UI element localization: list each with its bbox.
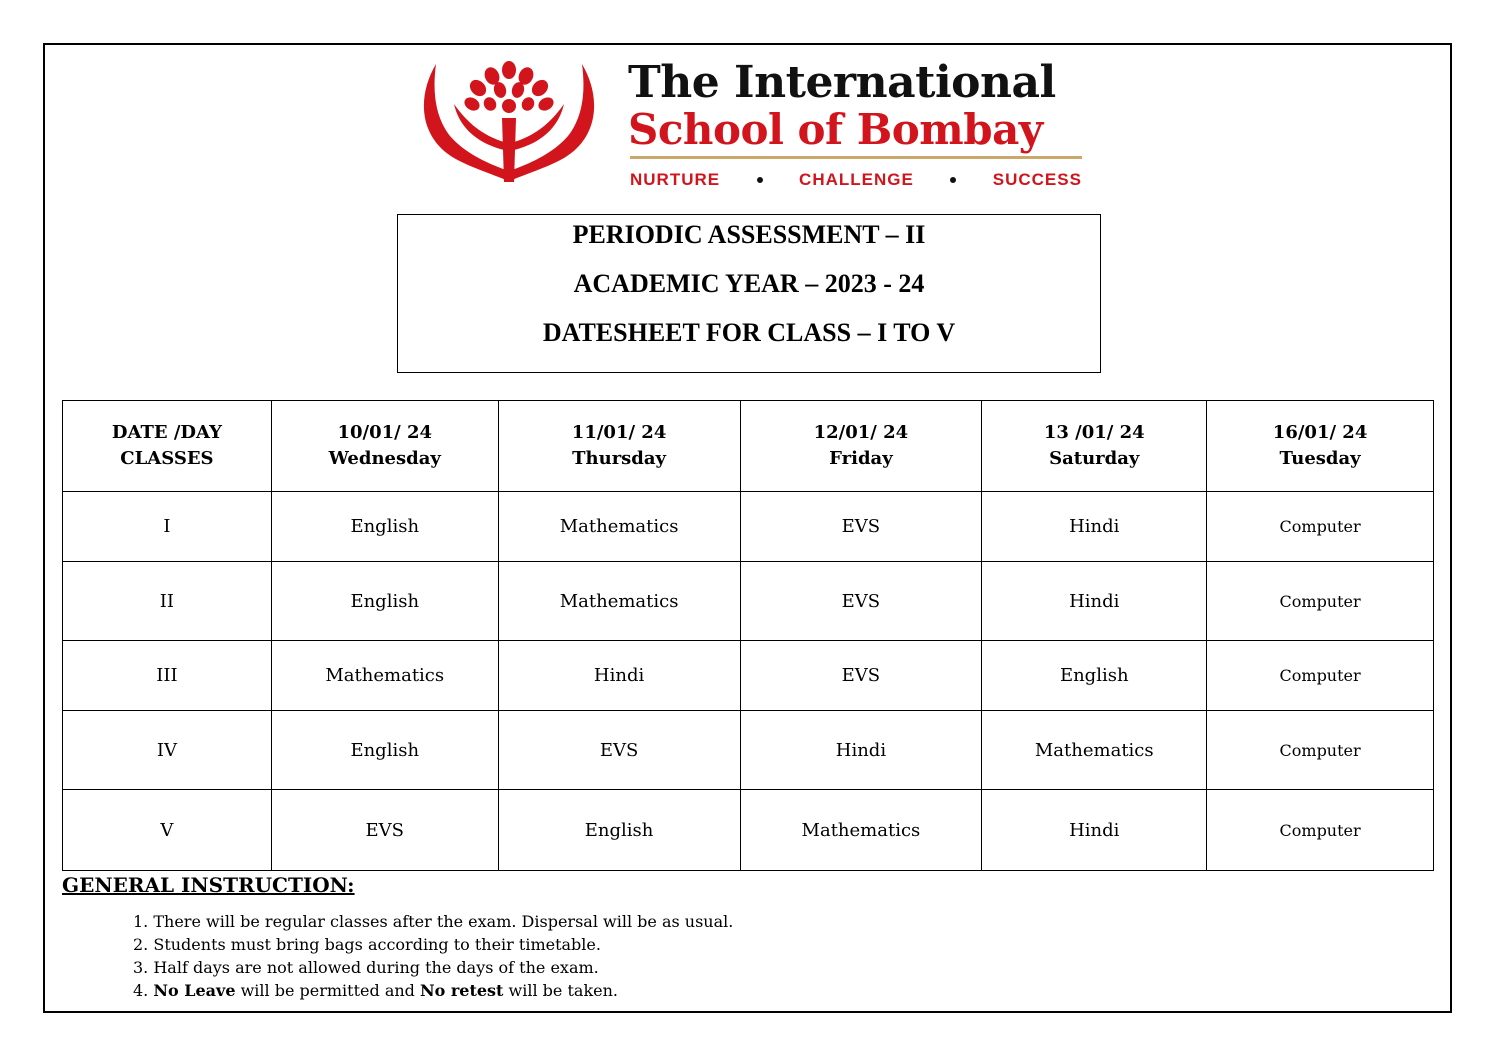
subject-cell: Mathematics [498, 492, 740, 562]
corner-label-classes: CLASSES [120, 448, 214, 469]
column-day: Saturday [1049, 448, 1140, 469]
corner-header [63, 401, 272, 492]
subject-cell: Hindi [982, 562, 1207, 641]
instruction-item [133, 979, 733, 1002]
column-header [498, 401, 740, 492]
subject-cell: Hindi [740, 711, 982, 790]
bullet-icon [757, 177, 763, 183]
assessment-title: PERIODIC ASSESSMENT – II [572, 220, 926, 249]
column-day: Wednesday [328, 448, 441, 469]
subject-cell: Mathematics [271, 641, 498, 711]
instruction-text: will be permitted and [235, 981, 420, 1000]
subject-cell: English [271, 562, 498, 641]
subject-cell: Mathematics [982, 711, 1207, 790]
instructions-list [133, 910, 733, 1002]
brand-tagline [630, 170, 1082, 190]
brand-divider [630, 156, 1082, 159]
column-header [271, 401, 498, 492]
column-header [740, 401, 982, 492]
column-day: Tuesday [1279, 448, 1361, 469]
column-date: 10/01/ 24 [337, 422, 433, 443]
subject-cell: Mathematics [498, 562, 740, 641]
brand-name-line2: School of Bombay [628, 105, 1043, 154]
tagline-word: SUCCESS [992, 170, 1082, 189]
instruction-item: 2. Students must bring bags according to their timetable. [133, 935, 601, 954]
instruction-item: 1. There will be regular classes after the exam. Dispersal will be as usual. [133, 912, 734, 931]
column-date: 11/01/ 24 [571, 422, 667, 443]
academic-year: ACADEMIC YEAR – 2023 - 24 [573, 269, 925, 298]
column-date: 12/01/ 24 [813, 422, 909, 443]
corner-label-date-day: DATE /DAY [111, 422, 222, 443]
subject-cell: EVS [740, 641, 982, 711]
subject-cell: Computer [1207, 790, 1434, 871]
column-date: 16/01/ 24 [1272, 422, 1368, 443]
table-row [63, 711, 1434, 790]
subject-cell: Computer [1207, 562, 1434, 641]
subject-cell: Computer [1207, 711, 1434, 790]
table-header-row [63, 401, 1434, 492]
class-cell: V [63, 790, 272, 871]
subject-cell: Hindi [982, 790, 1207, 871]
subject-cell: EVS [498, 711, 740, 790]
tagline-word: NURTURE [630, 170, 721, 189]
instruction-text: will be taken. [503, 981, 618, 1000]
table-row [63, 790, 1434, 871]
school-logo [414, 58, 1094, 198]
column-date: 13 /01/ 24 [1043, 422, 1145, 443]
table-row [63, 641, 1434, 711]
subject-cell: English [271, 711, 498, 790]
column-header [1207, 401, 1434, 492]
subject-cell: English [271, 492, 498, 562]
table-row [63, 492, 1434, 562]
instructions-heading: GENERAL INSTRUCTION: [62, 873, 355, 897]
subject-cell: Hindi [498, 641, 740, 711]
subject-cell: English [982, 641, 1207, 711]
bullet-icon [950, 177, 956, 183]
subject-cell: EVS [271, 790, 498, 871]
column-header [982, 401, 1207, 492]
class-cell: II [63, 562, 272, 641]
subject-cell: Hindi [982, 492, 1207, 562]
datesheet-table [62, 400, 1434, 871]
column-day: Thursday [572, 448, 667, 469]
subject-cell: EVS [740, 562, 982, 641]
instruction-emphasis: No retest [420, 981, 504, 1000]
school-emblem-icon [414, 58, 604, 183]
class-cell: III [63, 641, 272, 711]
subject-cell: Mathematics [740, 790, 982, 871]
subject-cell: EVS [740, 492, 982, 562]
subject-cell: Computer [1207, 492, 1434, 562]
subject-cell: English [498, 790, 740, 871]
instruction-text: 4. [133, 981, 154, 1000]
brand-name-line1: The International [628, 57, 1056, 108]
class-cell: I [63, 492, 272, 562]
table-row [63, 562, 1434, 641]
title-box [397, 214, 1101, 373]
tagline-word: CHALLENGE [799, 170, 914, 189]
instruction-item: 3. Half days are not allowed during the days of the exam. [133, 958, 599, 977]
instruction-emphasis: No Leave [153, 981, 236, 1000]
subject-cell: Computer [1207, 641, 1434, 711]
datesheet-title: DATESHEET FOR CLASS – I TO V [542, 318, 956, 347]
class-cell: IV [63, 711, 272, 790]
column-day: Friday [829, 448, 893, 469]
